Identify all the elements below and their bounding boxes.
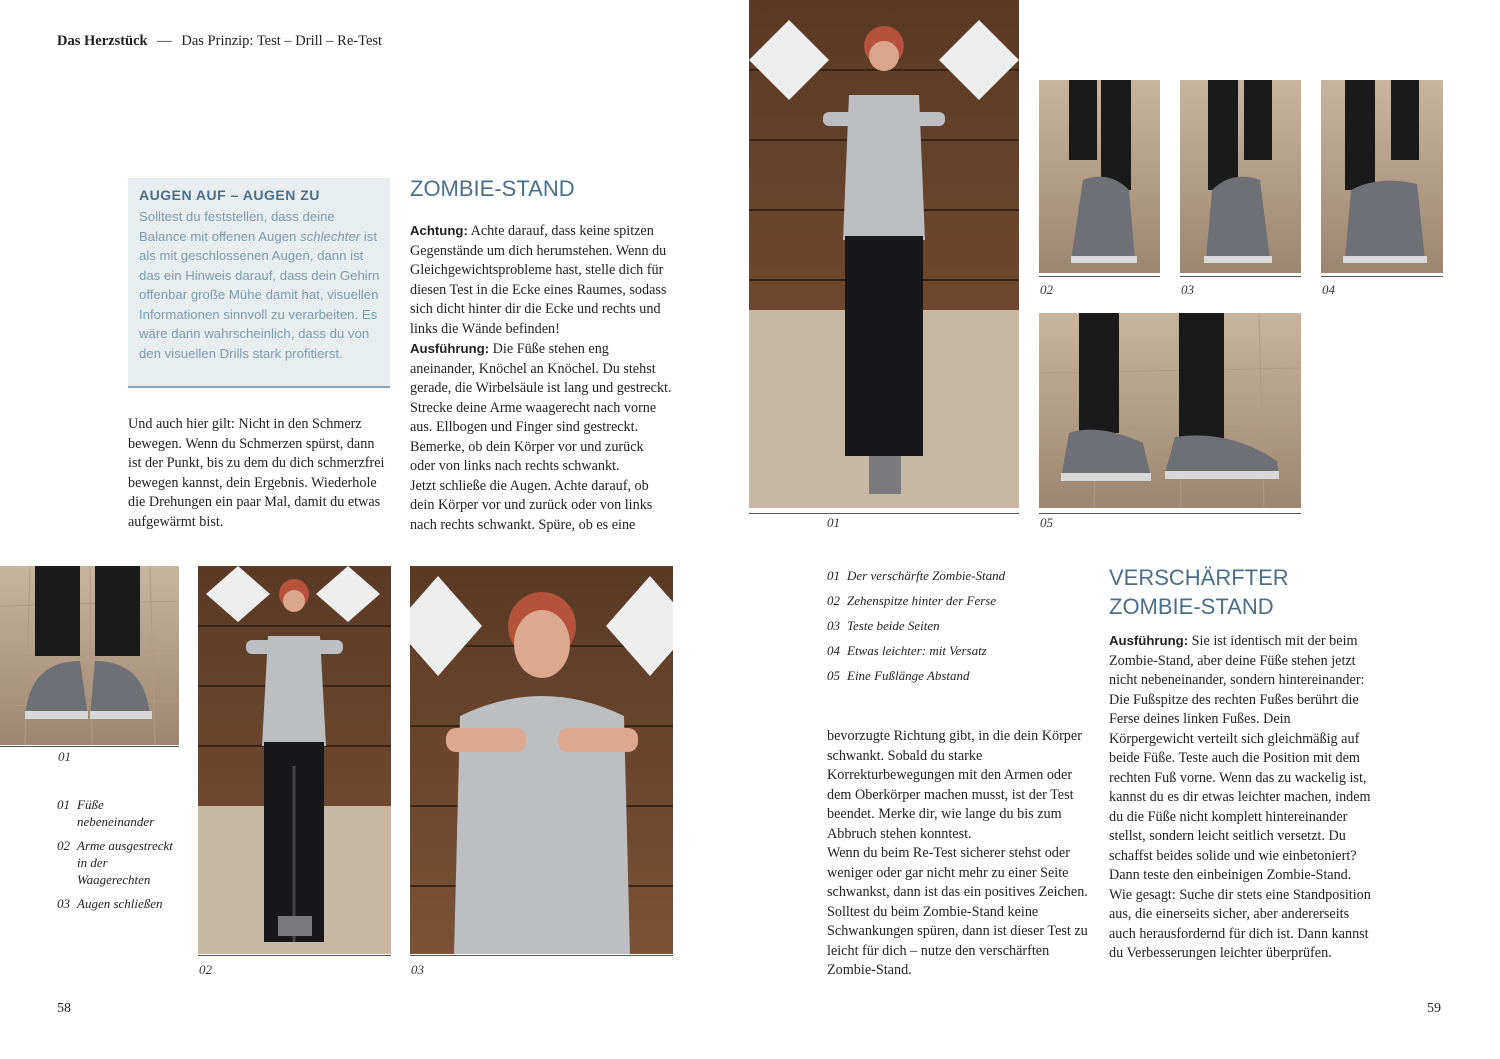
caption-number: 05 bbox=[827, 668, 840, 683]
photo-feet-other-side bbox=[1180, 80, 1301, 273]
info-box-emphasis: schlechter bbox=[300, 228, 361, 244]
advanced-text: Sie ist identisch mit der beim Zombie-Stand, aber deine Füße stehen jetzt nicht nebeneinander, sondern hintereinander: Die Fußspitze des rechten Fußes berührt die Ferse deines linken Fußes. Dein Körpergewicht verteilt sich gleichmäßig auf beide Füße. Teste auch die Position mit dem rechten Fuß vorne. Wenn das zu wackelig ist, kannst du es dir etwas leichter machen, indem du die Füße nicht komplett hintereinander stellst, sondern leicht seitlich versetzt. Du schaffst beides solide und wie einbetoniert? Dann teste den einbeinigen Zombie-Stand. Wie gesagt: Suche dir stets eine Standposition aus, die einerseits sicher, aber andererseits auch herausfordernd für dich ist. Dann kannst du Verbesserungen leichter überprüfen. bbox=[1109, 633, 1371, 961]
photo-number: 05 bbox=[1040, 515, 1053, 530]
caption-text: Teste beide Seiten bbox=[847, 618, 940, 633]
caption-text: Eine Fußlänge Abstand bbox=[847, 668, 970, 683]
achtung-text: Achte darauf, dass keine spitzen Gegenstände um dich herumstehen. Wenn du Gleichgewichtsprobleme hast, stelle dich für diesen Test in die Ecke eines Raumes, sodass sich dicht hinter dir die Ecke und rechts und links die Wände befinden! bbox=[410, 223, 667, 337]
advanced-body bbox=[1109, 631, 1371, 964]
caption-number: 03 bbox=[57, 896, 70, 911]
rule-photo-right-04 bbox=[1321, 276, 1443, 277]
info-box-title: AUGEN AUF – AUGEN ZU bbox=[139, 187, 320, 203]
caption-text: Etwas leichter: mit Versatz bbox=[847, 643, 987, 658]
photo-feet-offset bbox=[1321, 80, 1443, 273]
caption-number: 04 bbox=[827, 643, 840, 658]
zombie-body bbox=[410, 221, 672, 535]
achtung-label: Achtung: bbox=[410, 223, 468, 238]
page-number-right: 59 bbox=[1427, 1001, 1441, 1016]
caption-item bbox=[827, 592, 1067, 609]
photo-number: 01 bbox=[827, 515, 840, 530]
photo-woman-full-body bbox=[198, 566, 391, 954]
caption-text: Füße nebeneinander bbox=[77, 797, 155, 829]
photo-number: 02 bbox=[199, 962, 212, 977]
rule-photo-right-01 bbox=[749, 513, 1019, 514]
photo-number: 02 bbox=[1040, 282, 1053, 297]
caption-number: 01 bbox=[827, 568, 840, 583]
photo-feet-foot-length-apart bbox=[1039, 313, 1301, 508]
photo-feet-heel-toe bbox=[1039, 80, 1160, 273]
page-number-left: 58 bbox=[57, 1001, 71, 1016]
caption-item bbox=[827, 642, 1067, 659]
chapter-title: Das Herzstück bbox=[57, 33, 148, 49]
advanced-ausfuehrung-label: Ausführung: bbox=[1109, 633, 1189, 648]
photo-woman-eyes-closed bbox=[410, 566, 673, 954]
rule-photo-left-02 bbox=[198, 955, 391, 956]
caption-text: Zehenspitze hinter der Ferse bbox=[847, 593, 997, 608]
caption-item bbox=[827, 617, 1067, 634]
photo-number: 01 bbox=[58, 749, 71, 764]
caption-number: 02 bbox=[57, 838, 70, 853]
rule-photo-right-05 bbox=[1039, 513, 1301, 514]
rule-photo-left-03 bbox=[410, 955, 673, 956]
header-dash: — bbox=[157, 33, 172, 49]
info-box-augen bbox=[128, 178, 390, 388]
photo-number: 04 bbox=[1322, 282, 1335, 297]
info-box-text-part1: Solltest du feststellen, dass deine Balance mit offenen Augen bbox=[139, 209, 335, 244]
photo-number: 03 bbox=[411, 962, 424, 977]
advanced-heading-line2: ZOMBIE-STAND bbox=[1109, 594, 1274, 619]
caption-item bbox=[827, 567, 1067, 584]
left-paragraph-text: Und auch hier gilt: Nicht in den Schmerz bewegen. Wenn du Schmerzen spürst, dann ist der Punkt, bis zu dem du dich schmerzfrei bewegen kannst, dein Ergebnis. Wiederhole die Drehungen ein paar Mal, damit du etwas aufgewärmt bist. bbox=[128, 416, 385, 530]
info-box-text-part2: ist als mit geschlossenen Augen, dann ist das ein Hinweis darauf, dass dein Gehirn offenbar große Mühe damit hat, visuellen Informationen sinnvoll zu verarbeiten. Es wäre dann wahrscheinlich, dass du von den visuellen Drills stark profitierst. bbox=[139, 228, 380, 361]
running-header bbox=[57, 33, 382, 50]
right-captions bbox=[827, 567, 1067, 692]
rule-photo-right-02 bbox=[1039, 276, 1160, 277]
header-subtitle: Das Prinzip: Test – Drill – Re-Test bbox=[181, 33, 383, 49]
caption-number: 01 bbox=[57, 797, 70, 812]
left-paragraph bbox=[128, 415, 390, 532]
advanced-heading-line1: VERSCHÄRFTER bbox=[1109, 565, 1289, 590]
caption-text: Augen schließen bbox=[77, 896, 163, 911]
rule-photo-right-03 bbox=[1180, 276, 1301, 277]
advanced-heading bbox=[1109, 563, 1289, 621]
caption-number: 03 bbox=[827, 618, 840, 633]
continuation-text-2: Wenn du beim Re-Test sicherer stehst oder weniger oder gar nicht mehr zu einer Seite schwankst, dann ist das ein positives Zeichen. Solltest du beim Zombie-Stand keine Schwankungen spüren, dann ist dieser Test zu leicht für dich – nutze den verschärften Zombie-Stand. bbox=[827, 845, 1088, 978]
caption-text: Der verschärfte Zombie-Stand bbox=[847, 568, 1006, 583]
ausfuehrung-text: Die Füße stehen eng aneinander, Knöchel an Knöchel. Du stehst gerade, die Wirbelsäule ist lang und gestreckt. Strecke deine Arme waagerecht nach vorne aus. Ellbogen und Finger sind gestreckt. Bemerke, ob dein Körper vor und zurück oder von links nach rechts schwankt. bbox=[410, 341, 672, 474]
caption-item bbox=[57, 895, 187, 912]
caption-number: 02 bbox=[827, 593, 840, 608]
closing-text: Jetzt schließe die Augen. Achte darauf, ob dein Körper vor und zurück oder von links nach rechts schwankt. Spüre, ob es eine bbox=[410, 477, 653, 533]
caption-text: Arme ausgestreckt in der Waagerechten bbox=[77, 838, 173, 887]
rule-photo-left-01 bbox=[0, 746, 179, 747]
caption-item bbox=[57, 837, 187, 888]
continuation-paragraph bbox=[827, 727, 1089, 981]
caption-item bbox=[57, 796, 187, 830]
caption-item bbox=[827, 667, 1067, 684]
info-box-text bbox=[139, 207, 384, 363]
left-captions bbox=[57, 796, 187, 919]
zombie-heading: ZOMBIE-STAND bbox=[410, 176, 575, 201]
photo-advanced-full-body bbox=[749, 0, 1019, 508]
photo-number: 03 bbox=[1181, 282, 1194, 297]
continuation-text: bevorzugte Richtung gibt, in die dein Körper schwankt. Sobald du starke Korrekturbewegungen mit den Armen oder dem Oberkörper machen musst, ist der Test beendet. Merke dir, wie lange du bis zum Abbruch stehen konntest. bbox=[827, 728, 1082, 842]
photo-feet-together bbox=[0, 566, 179, 745]
ausfuehrung-label: Ausführung: bbox=[410, 341, 490, 356]
